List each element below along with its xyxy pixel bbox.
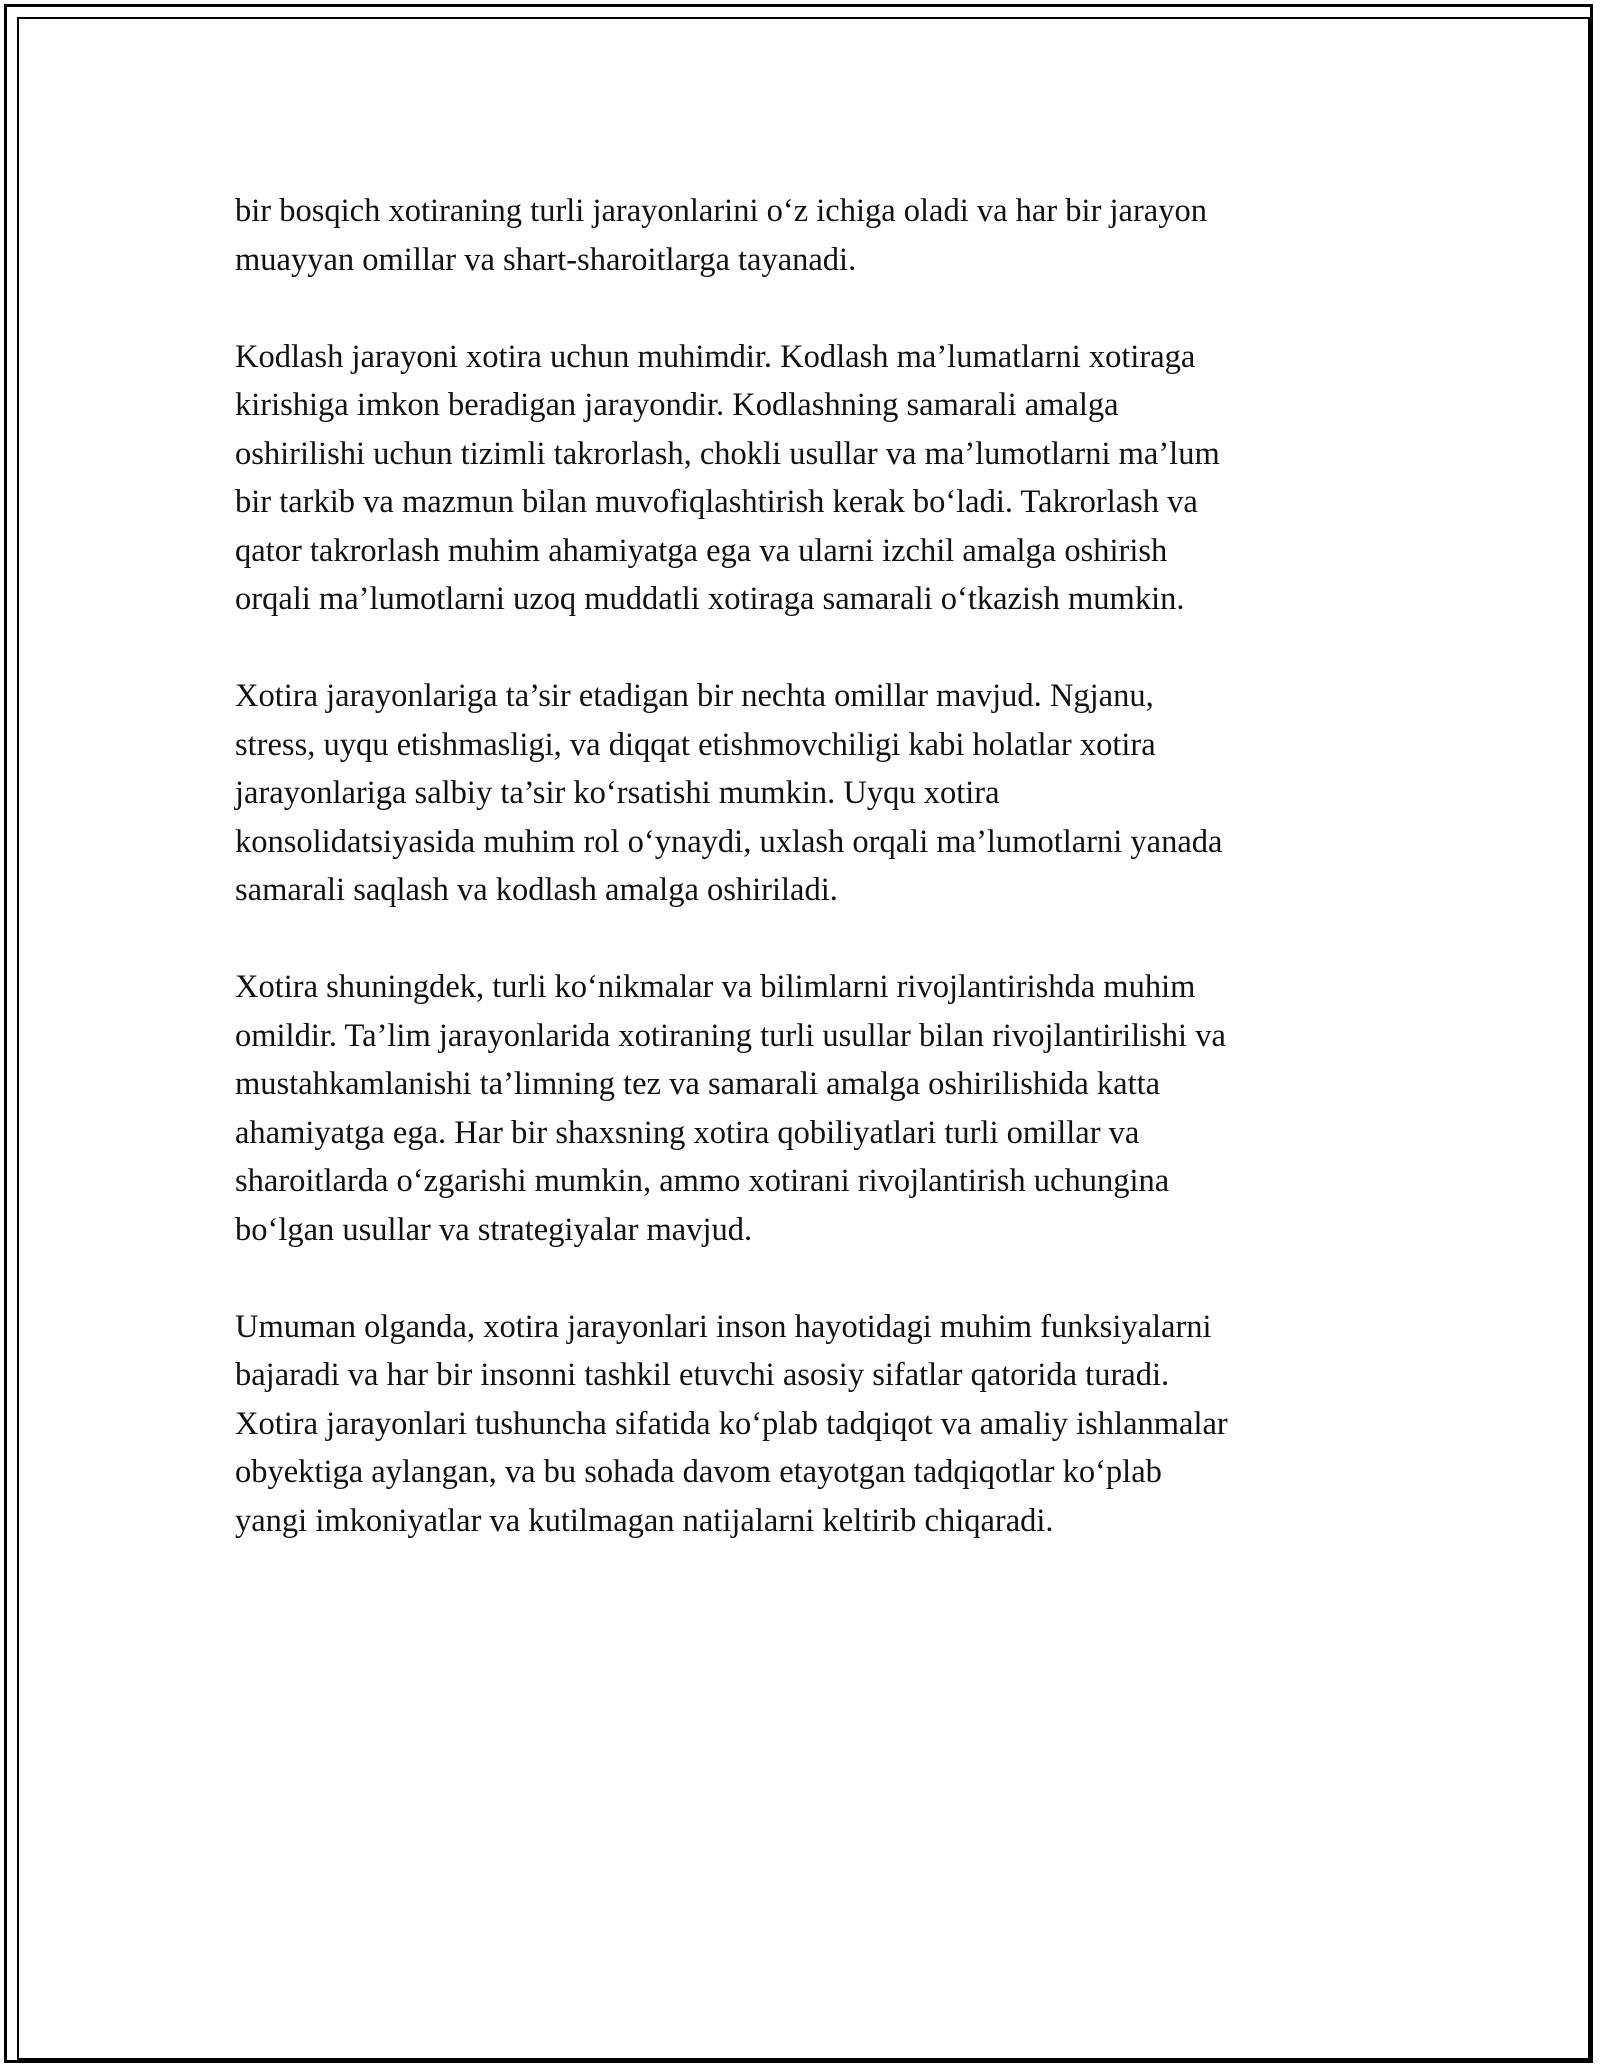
text-line: Xotira jarayonlari tushuncha sifatida ko‘plab tadqiqot va amaliy ishlanmalar bbox=[235, 1405, 1228, 1442]
text-line: bir tarkib va mazmun bilan muvofiqlashtirish kerak bo‘ladi. Takrorlash va bbox=[235, 484, 1198, 520]
document-body bbox=[235, 187, 1375, 1594]
text-line: Umuman olganda, xotira jarayonlari inson hayotidagi muhim funksiyalarni bbox=[235, 1308, 1212, 1345]
paragraph bbox=[235, 963, 1375, 1254]
text-line: kirishiga imkon beradigan jarayondir. Kodlashning samarali amalga bbox=[235, 387, 1119, 423]
text-line: orqali ma’lumotlarni uzoq muddatli xotiraga samarali o‘tkazish mumkin. bbox=[235, 581, 1185, 617]
text-line: Xotira shuningdek, turli ko‘nikmalar va bilimlarni rivojlantirishda muhim bbox=[235, 969, 1196, 1005]
text-line: yangi imkoniyatlar va kutilmagan natijalarni keltirib chiqaradi. bbox=[235, 1502, 1054, 1539]
text-line: sharoitlarda o‘zgarishi mumkin, ammo xotirani rivojlantirish uchungina bbox=[235, 1163, 1170, 1199]
paragraph bbox=[235, 187, 1375, 284]
text-line: qator takrorlash muhim ahamiyatga ega va ularni izchil amalga oshirish bbox=[235, 532, 1168, 569]
text-line: bir bosqich xotiraning turli jarayonlarini o‘z ichiga oladi va har bir jarayon bbox=[235, 193, 1207, 229]
paragraph bbox=[235, 1303, 1375, 1546]
paragraph bbox=[235, 333, 1375, 624]
text-line: oshirilishi uchun tizimli takrorlash, chokli usullar va ma’lumotlarni ma’lum bbox=[235, 435, 1220, 472]
text-line: Xotira jarayonlariga ta’sir etadigan bir nechta omillar mavjud. Ngjanu, bbox=[235, 678, 1154, 714]
text-line: muayyan omillar va shart-sharoitlarga tayanadi. bbox=[235, 241, 857, 278]
text-line: mustahkamlanishi ta’limning tez va samarali amalga oshirilishida katta bbox=[235, 1066, 1161, 1102]
text-line: samarali saqlash va kodlash amalga oshiriladi. bbox=[235, 872, 838, 908]
text-line: jarayonlariga salbiy ta’sir ko‘rsatishi mumkin. Uyqu xotira bbox=[235, 775, 1000, 811]
text-line: ahamiyatga ega. Har bir shaxsning xotira qobiliyatlari turli omillar va bbox=[235, 1114, 1140, 1151]
paragraph bbox=[235, 672, 1375, 915]
text-line: Kodlash jarayoni xotira uchun muhimdir. Kodlash ma’lumatlarni xotiraga bbox=[235, 338, 1196, 375]
text-line: konsolidatsiyasida muhim rol o‘ynaydi, uxlash orqali ma’lumotlarni yanada bbox=[235, 823, 1223, 860]
text-line: obyektiga aylangan, va bu sohada davom etayotgan tadqiqotlar ko‘plab bbox=[235, 1454, 1162, 1490]
text-line: bo‘lgan usullar va strategiyalar mavjud. bbox=[235, 1211, 753, 1248]
text-line: omildir. Ta’lim jarayonlarida xotiraning turli usullar bilan rivojlantirilishi va bbox=[235, 1017, 1226, 1054]
text-line: bajaradi va har bir insonni tashkil etuvchi asosiy sifatlar qatorida turadi. bbox=[235, 1357, 1170, 1393]
text-line: stress, uyqu etishmasligi, va diqqat etishmovchiligi kabi holatlar xotira bbox=[235, 726, 1156, 763]
